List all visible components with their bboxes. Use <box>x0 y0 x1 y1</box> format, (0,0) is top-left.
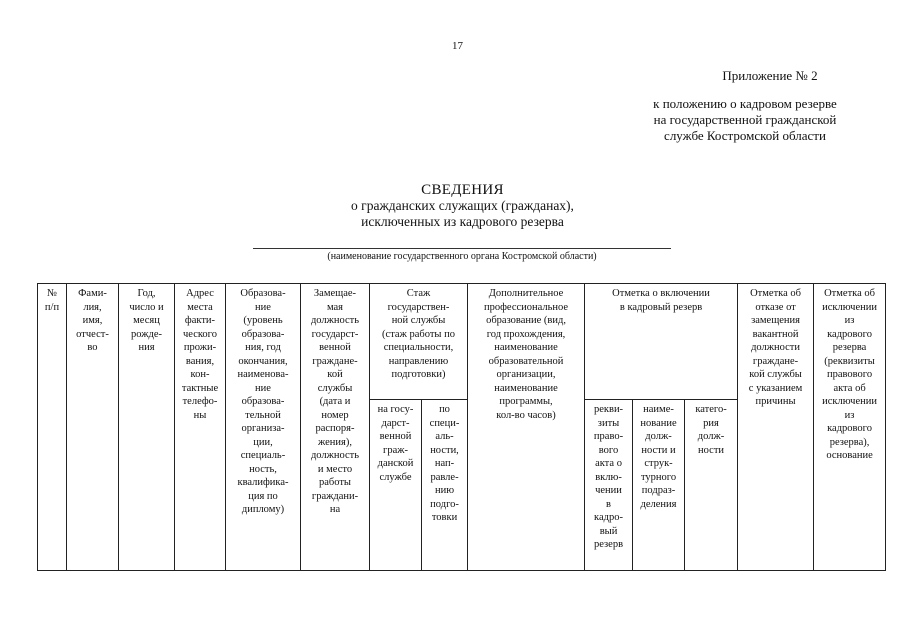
personnel-table <box>37 283 886 571</box>
col-header-exclusion-mark: Отметка об исключении из кадрового резерва (реквизиты правового акта об исключении из кадрового резерва), основание <box>814 284 886 571</box>
document-subtitle-1: о гражданских служащих (гражданах), <box>351 198 574 213</box>
appendix-block <box>600 68 890 144</box>
document-heading <box>255 182 670 230</box>
col-header-education: Образова- ние (уровень образова- ния, год окончания, наименова- ние образова- тельной организа- ции, специаль- ность, квалифика- ция по диплому) <box>226 284 301 571</box>
col-header-number: № п/п <box>38 284 67 571</box>
col-header-experience-civil: на госу- дарст- венной граж- данской службе <box>370 400 422 571</box>
col-header-address: Адрес места факти- ческого прожи- вания, кон- тактные телефо- ны <box>175 284 226 571</box>
appendix-title: Приложение № 2 <box>722 68 818 83</box>
document-title: СВЕДЕНИЯ <box>421 182 504 198</box>
col-header-experience-specialty: по специ- аль- ности, нап- равле- нию подго- товки <box>422 400 468 571</box>
col-header-experience: Стаж государствен- ной службы (стаж работы по специальности, направлению подготовки) <box>370 284 468 400</box>
col-header-inclusion-category: катего- рия долж- ности <box>685 400 738 571</box>
col-header-birth: Год, число и месяц рожде- ния <box>119 284 175 571</box>
appendix-line-2: на государственной гражданской <box>653 112 837 127</box>
page-number: 17 <box>452 40 463 52</box>
col-header-refusal-mark: Отметка об отказе от замещения вакантной должности граждане- кой службы с указанием причины <box>738 284 814 571</box>
col-header-inclusion-mark: Отметка о включении в кадровый резерв <box>585 284 738 400</box>
org-name-line <box>253 248 671 249</box>
org-name-caption: (наименование государственного органа Костромской области) <box>327 251 597 262</box>
col-header-inclusion-details: рекви- зиты право- вого акта о вклю- чении в кадро- вый резерв <box>585 400 633 571</box>
col-header-additional-education: Дополнительное профессиональное образование (вид, год прохождения, наименование образовательной организации, наименование программы, кол-во часов) <box>468 284 585 571</box>
document-subtitle-2: исключенных из кадрового резерва <box>361 214 564 229</box>
col-header-position: Замещае- мая должность государст- венной граждане- кой службы (дата и номер распоря- жения), должность и место работы граждани- на <box>301 284 370 571</box>
appendix-line-3: службе Костромской области <box>664 128 826 143</box>
col-header-inclusion-position: наиме- нование долж- ности и струк- турного подраз- деления <box>633 400 685 571</box>
col-header-name: Фами- лия, имя, отчест- во <box>67 284 119 571</box>
appendix-line-1: к положению о кадровом резерве <box>653 96 837 111</box>
